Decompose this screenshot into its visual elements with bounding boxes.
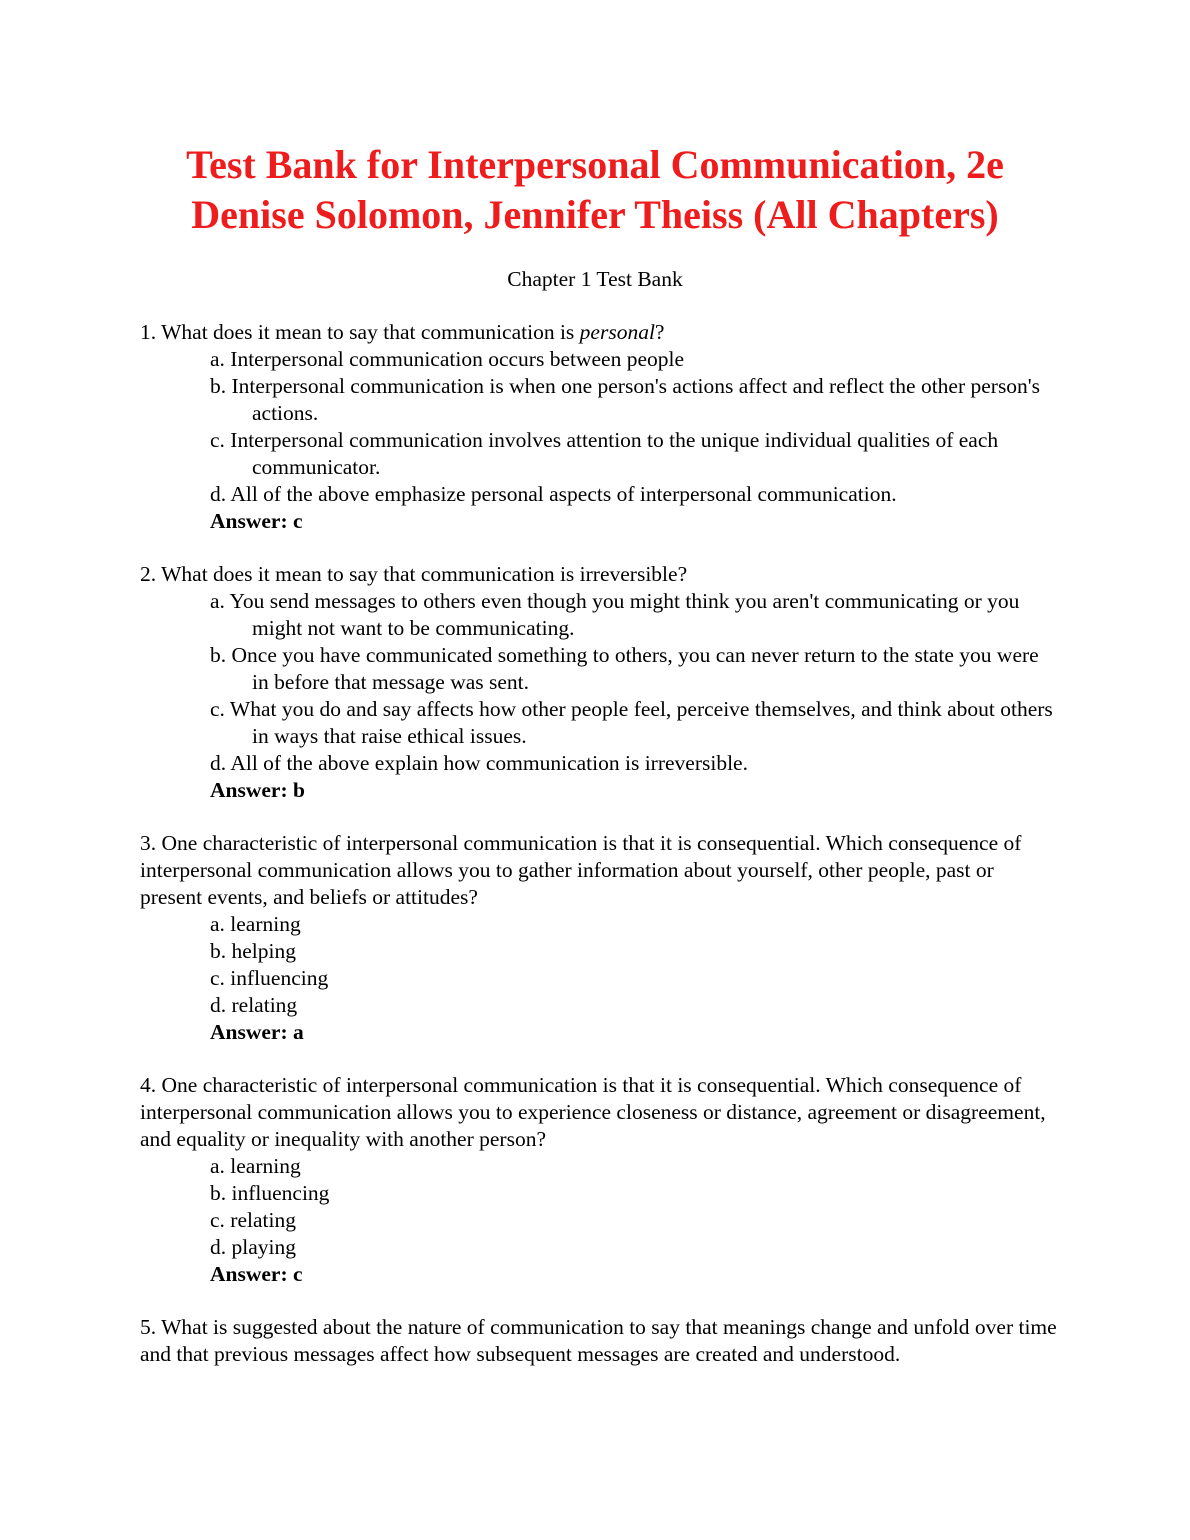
answer-option: b. Interpersonal communication is when one person's actions affect and reflect the other person's actions. [210, 374, 1041, 425]
answer-option: a. Interpersonal communication occurs between people [210, 347, 685, 371]
question-5 [140, 1314, 1060, 1368]
chapter-heading: Chapter 1 Test Bank [507, 267, 683, 291]
answer-option: d. All of the above emphasize personal aspects of interpersonal communication. [210, 482, 897, 506]
answer-option: c. Interpersonal communication involves attention to the unique individual qualities of each communicator. [210, 428, 999, 479]
answer-key: Answer: a [210, 1020, 304, 1044]
answer-option: d. All of the above explain how communication is irreversible. [210, 751, 748, 775]
question-stem: 1. What does it mean to say that communication is personal? [140, 320, 665, 344]
answer-key: Answer: c [210, 1262, 303, 1286]
question-stem: 5. What is suggested about the nature of communication to say that meanings change and unfold over time and that previous messages affect how subsequent messages are created and understood. [140, 1315, 1057, 1366]
title-line-2: Denise Solomon, Jennifer Theiss (All Chapters) [191, 192, 999, 237]
answer-option: d. relating [210, 993, 298, 1017]
answer-key: Answer: b [210, 778, 305, 802]
question-4 [140, 1072, 1060, 1288]
answer-option: b. influencing [210, 1181, 330, 1205]
answer-key: Answer: c [210, 509, 303, 533]
answer-option: a. learning [210, 912, 301, 936]
question-stem: 2. What does it mean to say that communication is irreversible? [140, 562, 688, 586]
question-2 [140, 561, 1060, 804]
question-stem: 4. One characteristic of interpersonal communication is that it is consequential. Which consequence of interpersonal communication allows you to experience closeness or distance, agreement or disagreement, and equality or inequality with another person? [140, 1073, 1046, 1151]
answer-option: a. You send messages to others even though you might think you aren't communicating or you might not want to be communicating. [210, 589, 1020, 640]
answer-option: a. learning [210, 1154, 301, 1178]
answer-option: c. What you do and say affects how other people feel, perceive themselves, and think about others in ways that raise ethical issues. [210, 697, 1053, 748]
answer-option: c. relating [210, 1208, 296, 1232]
answer-option: b. Once you have communicated something to others, you can never return to the state you were in before that message was sent. [210, 643, 1039, 694]
question-3 [140, 830, 1060, 1046]
answer-option: d. playing [210, 1235, 296, 1259]
answer-option: b. helping [210, 939, 296, 963]
answer-option: c. influencing [210, 966, 329, 990]
question-1 [140, 319, 1060, 535]
question-list [140, 319, 1060, 1394]
document-title [0, 140, 1190, 240]
title-line-1: Test Bank for Interpersonal Communication, 2e [186, 142, 1004, 187]
question-stem: 3. One characteristic of interpersonal communication is that it is consequential. Which consequence of interpersonal communication allows you to gather information about yourself, other people, past or present events, and beliefs or attitudes? [140, 831, 1022, 909]
emphasis-word: personal [579, 320, 655, 344]
